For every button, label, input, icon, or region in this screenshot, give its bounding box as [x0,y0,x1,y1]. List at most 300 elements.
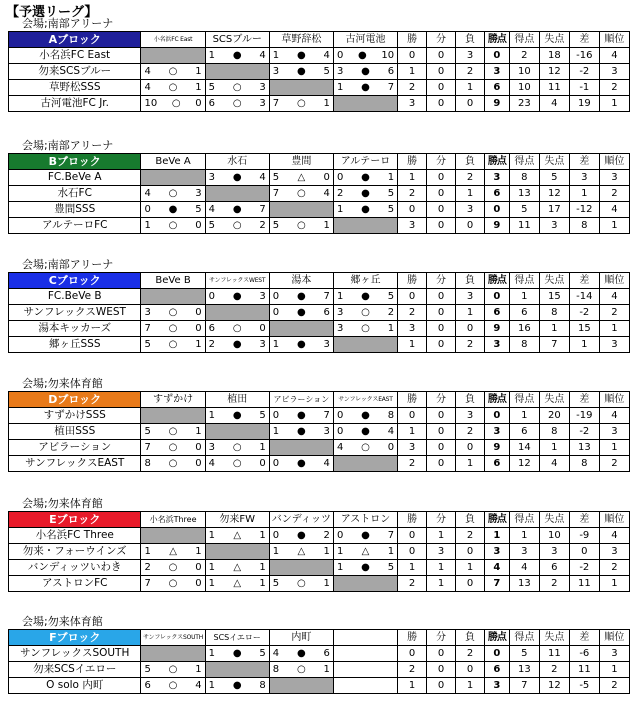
self-match-cell [333,576,397,592]
match-result [333,544,397,560]
match-result [205,456,269,472]
score-for: 1 [272,50,280,61]
draws-value: 0 [427,321,456,337]
result-mark: ● [232,172,242,183]
score-for: 8 [272,664,280,675]
team-name: 古河電池FC Jr. [9,96,141,112]
score-for: 1 [208,50,215,61]
goals-for-value: 8 [509,170,539,186]
score-against: 1 [387,546,395,557]
result-mark: ● [232,204,242,215]
table-header [9,32,630,48]
score-against: 0 [195,307,202,318]
goals-against-value: 11 [539,646,569,662]
rank-value: 2 [599,186,629,202]
draws-value: 0 [427,96,456,112]
match-result [141,186,205,202]
match-result [141,544,205,560]
wins-value: 3 [398,218,427,234]
score-for: 1 [272,426,280,437]
goals-for-header: 得点 [509,154,539,170]
venue-label: 会場;南部アリーナ [22,139,114,152]
result-mark: ○ [232,323,242,334]
table-row [9,64,630,80]
score-against: 5 [259,410,266,421]
draws-header: 分 [427,512,456,528]
score-against: 1 [259,530,266,541]
rank-value: 3 [599,337,629,353]
losses-value: 3 [456,289,485,305]
score-against: 7 [323,291,330,302]
goals-for-value: 1 [509,408,539,424]
wins-value: 0 [398,202,427,218]
match-result [333,186,397,202]
score-for: 7 [144,578,151,589]
points-value: 3 [485,337,510,353]
match-result [333,64,397,80]
draws-header: 分 [427,273,456,289]
rank-value: 3 [599,544,629,560]
draws-value: 0 [427,186,456,202]
goals-against-header: 失点 [539,273,569,289]
score-for: 0 [272,307,280,318]
result-mark: ● [296,410,306,421]
table-row [9,560,630,576]
score-for: 1 [336,562,344,573]
table-row [9,456,630,472]
goals-against-value: 3 [539,544,569,560]
table-header [9,154,630,170]
self-match-cell [141,408,205,424]
result-mark: △ [233,562,242,573]
match-result [333,305,397,321]
points-value: 1 [485,528,510,544]
score-for: 6 [144,680,151,691]
score-for: 4 [144,66,151,77]
score-for: 1 [144,546,151,557]
result-mark: ● [296,530,306,541]
draws-header: 分 [427,392,456,408]
team-column-header: バンディッツ [269,512,333,528]
match-result [333,528,397,544]
result-mark: ○ [168,307,178,318]
rank-header: 順位 [599,630,629,646]
table-row [9,576,630,592]
team-name: 草野松SSS [9,80,141,96]
losses-value: 0 [456,218,485,234]
goals-against-value: 20 [539,408,569,424]
goals-against-value: 3 [539,218,569,234]
rank-value: 4 [599,408,629,424]
self-match-cell [269,80,333,96]
score-against: 5 [323,66,330,77]
result-mark: ● [361,66,370,77]
empty-cell [333,662,397,678]
block-label: Fブロック [9,630,141,646]
losses-header: 負 [456,512,485,528]
wins-value: 1 [398,560,427,576]
score-for: 5 [272,220,280,231]
result-mark: ○ [296,220,306,231]
table-row [9,48,630,64]
team-column-header: 郷ヶ丘 [333,273,397,289]
score-against: 5 [387,204,395,215]
score-for: 0 [208,291,215,302]
match-result [141,678,205,694]
goal-difference-header: 差 [569,32,599,48]
draws-value: 1 [427,576,456,592]
empty-cell [333,678,397,694]
losses-header: 負 [456,630,485,646]
result-mark: ○ [168,426,178,437]
wins-header: 勝 [398,392,427,408]
match-result [141,424,205,440]
result-mark: ○ [168,188,178,199]
goal-difference-value: -16 [569,48,599,64]
self-match-cell [205,64,269,80]
losses-value: 2 [456,337,485,353]
goals-against-value: 8 [539,424,569,440]
score-against: 6 [323,307,330,318]
match-result [141,440,205,456]
result-mark: ● [168,204,178,215]
score-against: 0 [195,442,202,453]
league-table [8,391,630,472]
league-block [8,496,630,592]
team-name: 郷ヶ丘SSS [9,337,141,353]
venue-label: 会場;勿来体育館 [22,615,103,628]
result-mark: ● [361,410,370,421]
team-column-header: 古河電池 [333,32,397,48]
score-against: 1 [195,546,202,557]
score-against: 3 [195,188,202,199]
score-for: 1 [336,546,344,557]
team-name: 湯本キッカーズ [9,321,141,337]
goals-for-value: 10 [509,80,539,96]
score-for: 5 [272,578,280,589]
draws-value: 0 [427,64,456,80]
team-column-header: アビラーション [269,392,333,408]
rank-value: 1 [599,96,629,112]
rank-value: 1 [599,440,629,456]
self-match-cell [205,305,269,321]
team-column-header: BeVe A [141,154,205,170]
losses-value: 0 [456,440,485,456]
rank-value: 4 [599,528,629,544]
result-mark: ● [361,172,370,183]
league-block [8,614,630,694]
result-mark: ○ [168,220,178,231]
score-against: 1 [259,578,266,589]
match-result [269,48,333,64]
match-result [205,321,269,337]
score-for: 7 [272,98,280,109]
points-value: 0 [485,48,510,64]
points-value: 3 [485,678,510,694]
match-result [205,170,269,186]
goal-difference-value: -2 [569,305,599,321]
score-for: 2 [144,562,151,573]
score-against: 1 [387,323,395,334]
rank-value: 2 [599,560,629,576]
match-result [141,96,205,112]
result-mark: ● [232,648,242,659]
goals-against-value: 12 [539,186,569,202]
goals-for-value: 4 [509,560,539,576]
self-match-cell [141,646,205,662]
score-against: 4 [323,188,330,199]
score-against: 1 [387,172,395,183]
losses-header: 負 [456,392,485,408]
score-against: 7 [259,204,266,215]
table-header [9,392,630,408]
points-value: 9 [485,218,510,234]
result-mark: ○ [168,442,178,453]
score-for: 5 [272,172,280,183]
match-result [269,64,333,80]
self-match-cell [269,321,333,337]
goals-for-value: 5 [509,646,539,662]
losses-value: 2 [456,646,485,662]
score-against: 0 [195,562,202,573]
rank-value: 4 [599,48,629,64]
score-for: 2 [336,188,344,199]
score-against: 4 [195,680,202,691]
result-mark: ○ [168,680,178,691]
result-mark: ● [361,530,370,541]
match-result [269,218,333,234]
table-row [9,289,630,305]
goals-for-header: 得点 [509,32,539,48]
team-column-header: アストロン [333,512,397,528]
goals-for-value: 3 [509,544,539,560]
score-for: 1 [208,680,215,691]
draws-value: 0 [427,662,456,678]
result-mark: ● [361,204,370,215]
goal-difference-value: 19 [569,96,599,112]
points-header: 勝点 [485,273,510,289]
goals-for-value: 7 [509,678,539,694]
goals-for-value: 23 [509,96,539,112]
goal-difference-value: 8 [569,456,599,472]
match-result [269,646,333,662]
result-mark: ● [296,426,306,437]
result-mark: ○ [168,82,178,93]
wins-value: 0 [398,289,427,305]
team-column-header: サンフレックスSOUTH [141,630,205,646]
team-name: 小名浜FC Three [9,528,141,544]
match-result [333,170,397,186]
block-label: Eブロック [9,512,141,528]
match-result [269,289,333,305]
result-mark: ● [361,291,370,302]
score-for: 4 [272,648,280,659]
goals-for-value: 8 [509,337,539,353]
score-against: 0 [195,98,202,109]
goals-against-value: 4 [539,96,569,112]
score-against: 1 [195,339,202,350]
wins-value: 1 [398,678,427,694]
wins-value: 2 [398,662,427,678]
result-mark: ○ [232,442,242,453]
table-header [9,273,630,289]
score-against: 1 [323,98,330,109]
team-column-header: 勿来FW [205,512,269,528]
empty-cell [333,646,397,662]
goal-difference-value: -12 [569,202,599,218]
result-mark: ○ [296,98,306,109]
wins-value: 3 [398,321,427,337]
result-mark: ● [361,562,370,573]
self-match-cell [269,440,333,456]
goals-for-value: 1 [509,289,539,305]
score-against: 0 [259,323,266,334]
block-label: Aブロック [9,32,141,48]
score-against: 0 [195,220,202,231]
goals-for-value: 13 [509,186,539,202]
points-value: 0 [485,646,510,662]
score-against: 6 [323,648,330,659]
team-column-header: 豊間 [269,154,333,170]
match-result [141,80,205,96]
points-value: 6 [485,305,510,321]
wins-header: 勝 [398,273,427,289]
match-result [205,96,269,112]
score-against: 0 [259,458,266,469]
team-column-header: アルテーロ [333,154,397,170]
match-result [205,528,269,544]
result-mark: ○ [168,664,178,675]
goals-against-value: 12 [539,678,569,694]
result-mark: ● [296,648,306,659]
draws-header: 分 [427,630,456,646]
draws-value: 0 [427,440,456,456]
goal-difference-header: 差 [569,154,599,170]
goal-difference-header: 差 [569,512,599,528]
match-result [269,544,333,560]
team-name: サンフレックスSOUTH [9,646,141,662]
rank-value: 3 [599,646,629,662]
goal-difference-value: 0 [569,544,599,560]
venue-label: 会場;南部アリーナ [22,258,114,271]
score-for: 4 [208,458,215,469]
score-against: 0 [195,323,202,334]
goal-difference-value: -1 [569,80,599,96]
draws-value: 0 [427,337,456,353]
draws-value: 0 [427,646,456,662]
rank-value: 1 [599,321,629,337]
losses-value: 0 [456,576,485,592]
score-for: 1 [208,648,215,659]
goals-for-value: 6 [509,424,539,440]
team-column-header: 植田 [205,392,269,408]
points-header: 勝点 [485,512,510,528]
wins-value: 3 [398,440,427,456]
self-match-cell [205,544,269,560]
losses-value: 0 [456,96,485,112]
score-for: 5 [208,82,215,93]
match-result [205,678,269,694]
score-against: 3 [259,291,266,302]
result-mark: ○ [232,220,242,231]
points-value: 3 [485,424,510,440]
goals-against-value: 4 [539,456,569,472]
match-result [205,202,269,218]
score-for: 6 [208,98,215,109]
wins-value: 1 [398,170,427,186]
losses-value: 1 [456,305,485,321]
match-result [269,456,333,472]
draws-value: 3 [427,544,456,560]
points-value: 6 [485,456,510,472]
score-for: 3 [336,323,344,334]
team-name: アルテーロFC [9,218,141,234]
team-name: 水石FC [9,186,141,202]
score-against: 7 [387,530,395,541]
match-result [205,408,269,424]
result-mark: ○ [361,442,370,453]
goal-difference-value: 1 [569,337,599,353]
match-result [333,80,397,96]
draws-header: 分 [427,154,456,170]
goals-for-header: 得点 [509,512,539,528]
goals-for-value: 10 [509,64,539,80]
draws-value: 0 [427,456,456,472]
draws-value: 0 [427,170,456,186]
score-against: 4 [323,50,330,61]
points-value: 0 [485,408,510,424]
losses-value: 1 [456,678,485,694]
score-against: 1 [259,562,266,573]
goals-for-header: 得点 [509,392,539,408]
score-against: 5 [387,188,395,199]
score-for: 3 [272,66,280,77]
losses-header: 負 [456,273,485,289]
table-row [9,186,630,202]
result-mark: ○ [171,98,181,109]
score-for: 7 [272,188,280,199]
goal-difference-value: -2 [569,424,599,440]
goals-against-value: 5 [539,170,569,186]
match-result [141,305,205,321]
table-row [9,408,630,424]
team-column-header: サンフレックスEAST [333,392,397,408]
result-mark: ○ [361,307,370,318]
goals-against-header: 失点 [539,392,569,408]
score-against: 10 [381,50,395,61]
score-against: 2 [259,220,266,231]
table-row [9,662,630,678]
result-mark: ● [296,307,306,318]
goals-against-value: 6 [539,560,569,576]
wins-value: 0 [398,528,427,544]
result-mark: ○ [296,188,306,199]
rank-value: 4 [599,289,629,305]
result-mark: ○ [168,578,178,589]
goals-against-header: 失点 [539,32,569,48]
rank-value: 3 [599,64,629,80]
draws-value: 0 [427,202,456,218]
goals-for-header: 得点 [509,630,539,646]
draws-value: 0 [427,424,456,440]
venue-label: 会場;南部アリーナ [22,17,114,30]
goals-against-value: 2 [539,662,569,678]
match-result [269,170,333,186]
team-column-header: サンフレックスWEST [205,273,269,289]
goals-against-value: 7 [539,337,569,353]
match-result [141,202,205,218]
league-table [8,629,630,694]
